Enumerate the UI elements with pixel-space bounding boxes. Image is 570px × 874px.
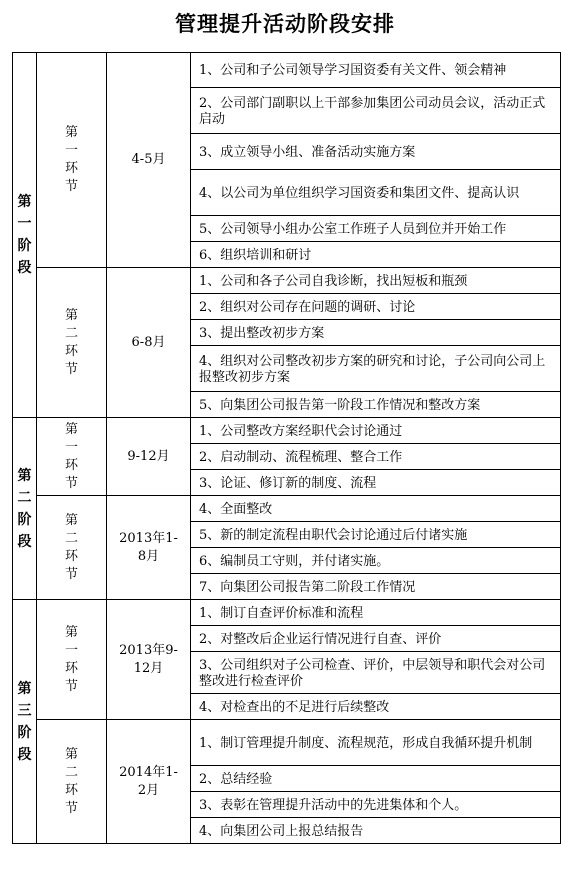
period-label: 2014年1-2月 <box>119 764 178 798</box>
stage-2-cell <box>13 418 37 600</box>
link-label: 第一环节 <box>64 125 78 194</box>
task-item: 5、新的制定流程由职代会讨论通过后付诸实施 <box>191 522 561 548</box>
period-cell: 9-12月 <box>107 418 191 496</box>
task-item: 2、对整改后企业运行情况进行自查、评价 <box>191 626 561 652</box>
task-item: 3、论证、修订新的制度、流程 <box>191 470 561 496</box>
link-cell <box>37 268 107 418</box>
period-label: 2013年9-12月 <box>119 642 178 676</box>
schedule-table <box>12 52 561 844</box>
task-item: 1、制订自查评价标准和流程 <box>191 600 561 626</box>
link-cell <box>37 720 107 844</box>
task-item: 1、公司和各子公司自我诊断，找出短板和瓶颈 <box>191 268 561 294</box>
task-item: 6、组织培训和研讨 <box>191 242 561 268</box>
task-item: 4、组织对公司整改初步方案的研究和讨论，子公司向公司上报整改初步方案 <box>191 346 561 392</box>
period-cell <box>107 496 191 600</box>
stage-label: 第一阶段 <box>17 194 32 276</box>
task-item: 5、向集团公司报告第一阶段工作情况和整改方案 <box>191 392 561 418</box>
period-cell: 6-8月 <box>107 268 191 418</box>
task-item: 4、以公司为单位组织学习国资委和集团文件、提高认识 <box>191 170 561 216</box>
task-item: 3、提出整改初步方案 <box>191 320 561 346</box>
task-item: 1、公司整改方案经职代会讨论通过 <box>191 418 561 444</box>
page-title: 管理提升活动阶段安排 <box>175 11 395 36</box>
stage-3-cell <box>13 600 37 844</box>
task-item: 1、制订管理提升制度、流程规范，形成自我循环提升机制 <box>191 720 561 766</box>
link-label: 第二环节 <box>64 746 78 816</box>
task-item: 2、启动制动、流程梳理、整合工作 <box>191 444 561 470</box>
link-cell <box>37 496 107 600</box>
period-label: 2013年1-8月 <box>119 530 178 564</box>
link-cell <box>37 53 107 268</box>
link-label: 第二环节 <box>64 512 78 582</box>
task-item: 1、公司和子公司领导学习国资委有关文件、领会精神 <box>191 53 561 88</box>
link-label: 第一环节 <box>64 624 78 694</box>
link-cell <box>37 418 107 496</box>
period-cell: 4-5月 <box>107 53 191 268</box>
task-item: 2、组织对公司存在问题的调研、讨论 <box>191 294 561 320</box>
task-item: 6、编制员工守则，并付诸实施。 <box>191 548 561 574</box>
link-label: 第二环节 <box>64 307 78 377</box>
task-item: 2、总结经验 <box>191 766 561 792</box>
task-item: 4、向集团公司上报总结报告 <box>191 818 561 844</box>
task-item: 2、公司部门副职以上干部参加集团公司动员会议，活动正式启动 <box>191 88 561 134</box>
stage-label: 第三阶段 <box>17 680 32 763</box>
task-item: 5、公司领导小组办公室工作班子人员到位并开始工作 <box>191 216 561 242</box>
task-item: 7、向集团公司报告第二阶段工作情况 <box>191 574 561 600</box>
task-item: 3、表彰在管理提升活动中的先进集体和个人。 <box>191 792 561 818</box>
task-item: 4、全面整改 <box>191 496 561 522</box>
stage-1-cell <box>13 53 37 418</box>
period-cell <box>107 600 191 720</box>
link-cell <box>37 600 107 720</box>
task-item: 3、公司组织对子公司检查、评价，中层领导和职代会对公司整改进行检查评价 <box>191 652 561 694</box>
task-item: 3、成立领导小组、准备活动实施方案 <box>191 134 561 170</box>
task-item: 4、对检查出的不足进行后续整改 <box>191 694 561 720</box>
link-label: 第一环节 <box>64 421 78 491</box>
period-cell <box>107 720 191 844</box>
stage-label: 第二阶段 <box>17 467 32 550</box>
